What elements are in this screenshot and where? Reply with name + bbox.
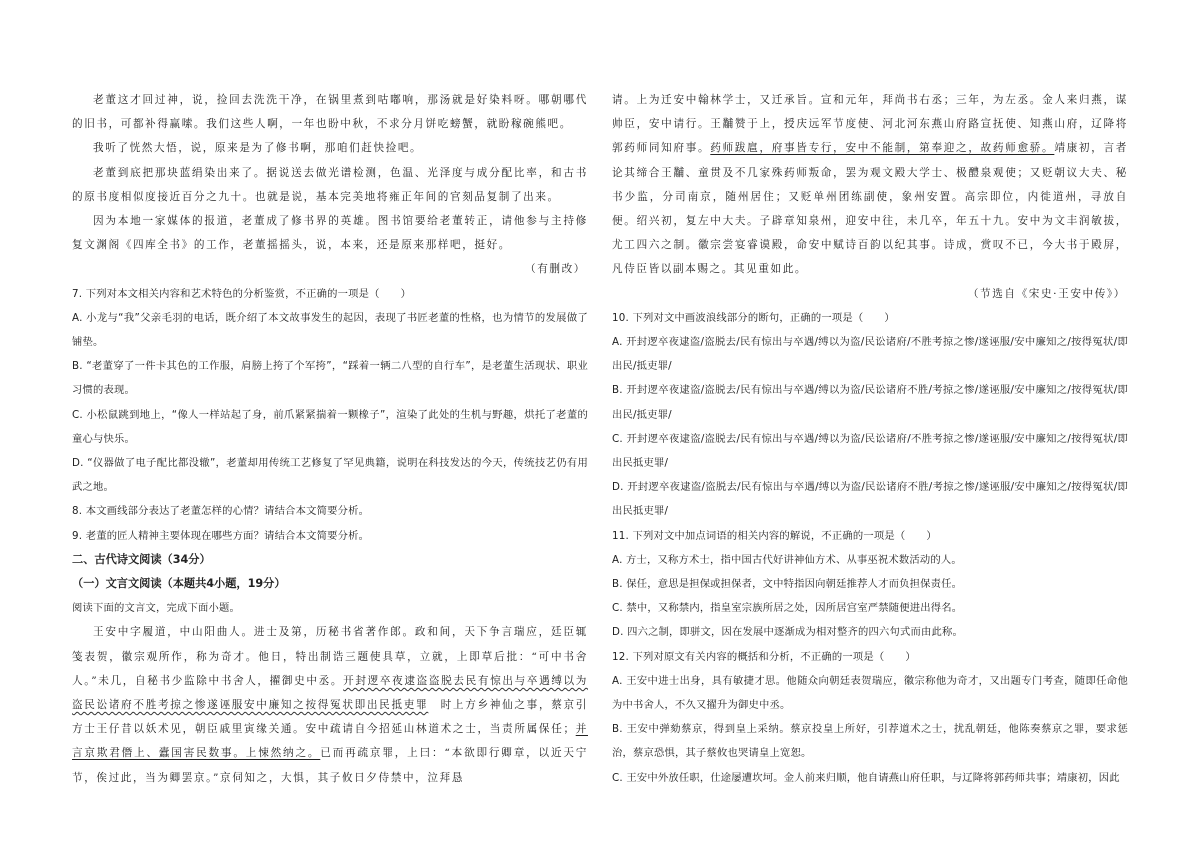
question-7: 7. 下列对本文相关内容和艺术特色的分析鉴赏，不正确的一项是（ ） <box>72 287 412 300</box>
question-7-option-a: A. 小龙与“我”父亲毛羽的电话，既介绍了本文故事发生的起因，表现了书匠老董的性格，也为情节的发展做了铺垫。 <box>72 311 588 349</box>
question-10-option-d: D. 开封逻卒夜逮盗/盗脱去/民有惊出与卒遇/缚以为盗/民讼诸府不胜/考掠之惨/遂诬服/安中廉知之/按得冤状/即出民抵吏罪/ <box>612 481 1128 518</box>
question-9: 9. 老董的匠人精神主要体现在哪些方面？请结合本文简要分析。 <box>72 529 370 542</box>
question-12: 12. 下列对原文有关内容的概括和分析，不正确的一项是（ ） <box>612 650 916 663</box>
classical-text-right <box>612 88 1128 282</box>
wavy-underlined-sentence: 开封逻卒夜逮盗盗脱去民有惊出与卒遇缚以为盗民讼诸府不胜考掠之惨遂诬服安中廉知之按得冤状即出民抵吏罪 <box>72 674 588 712</box>
right-column <box>612 88 1128 790</box>
classical-text-part-1: 王安中字履道，中山阳曲人。进士及第，历秘书省著作郎。政和间，天下争言瑞应，廷臣辄笺表贺，徽宗观所作，称为奇才。他日，特出制诰三题使具草，立就，上即草后批：“可中书舍人。”未几，自秘书少监除中书舍人，擢御史中丞。 <box>72 626 588 687</box>
question-8: 8. 本文画线部分表达了老董怎样的心情？请结合本文简要分析。 <box>72 505 370 518</box>
left-column <box>72 88 588 790</box>
classical-text-part-4: 请。上为迁安中翰林学士，又迁承旨。宣和元年，拜尚书右丞；三年，为左丞。金人来归燕，谋帅臣，安中请行。王黼赞于上，授庆远军节度使、河北河东燕山府路宣抚使、知燕山府，辽降将郭药师同知府事。 <box>612 94 1128 155</box>
question-10-option-a: A. 开封逻卒夜逮盗/盗脱去/民有惊出与卒遇/缚以为盗/民讼诸府/不胜考掠之惨/遂诬服/安中廉知之/按得冤状/即出民/抵吏罪/ <box>612 336 1128 373</box>
question-12-option-a: A. 王安中进士出身，具有敏捷才思。他随众向朝廷表贺瑞应，徽宗称他为奇才，又出题专门考查，随即任命他为中书舍人，不久又擢升为御史中丞。 <box>612 674 1128 712</box>
classical-source: （节选自《宋史·王安中传》） <box>967 287 1126 300</box>
classical-text-part-2: 时上方乡神仙之事，蔡京引方士王仔昔以妖术见，朝臣戚里寅缘关通。安中疏请自今招延山林道术之士，当责所属保任； <box>72 699 588 736</box>
classical-text-part-5: 靖康初，言者论其缔合王黼、童贯及不几家殊药师叛命，罢为观文殿大学士、极醴泉观使；又贬朝议大夫、秘书少监，分司南京，随州居住；又贬单州团练副使，象州安置。高宗即位，内徙道州，寻放自便。绍兴初，复左中大夫。子辟章知泉州，迎安中往，未几卒，年五十九。安中为文丰润敏拔，尤工四六之制。徽宗尝宴睿谟殿，命安中赋诗百韵以纪其事。诗成，赏叹不已，今大书于殿屏，凡侍臣皆以副本赐之。其见重如此。 <box>612 142 1128 276</box>
question-11-option-c: C. 禁中，又称禁内，指皇室宗族所居之处，因所居宫室严禁随便进出得名。 <box>612 602 963 615</box>
question-7-option-c: C. 小松鼠跳到地上，“像人一样站起了身，前爪紧紧揣着一颗橡子”，渲染了此处的生机与野趣，烘托了老董的童心与快乐。 <box>72 408 588 445</box>
underlined-sentence-2: 药师跋扈，府事皆专行，安中不能制，第奉迎之，故药师愈骄。 <box>710 142 1055 155</box>
question-12-option-b: B. 王安中弹劾蔡京，得到皇上采纳。蔡京投皇上所好，引荐道术之士，扰乱朝廷，他陈奏蔡京之罪，要求惩治，蔡京恐惧，其子蔡攸也哭请皇上宽恕。 <box>612 723 1128 760</box>
subsection-title: （一）文言文阅读（本题共4小题，19分） <box>72 577 286 591</box>
story-paragraph-2: 我听了恍然大悟，说，原来是为了修书啊，那咱们赶快捡吧。 <box>93 142 423 155</box>
question-11-option-d: D. 四六之制，即骈文，因在发展中逐渐成为相对整齐的四六句式而由此称。 <box>612 626 963 639</box>
classical-text-left <box>72 620 588 789</box>
question-10: 10. 下列对文中画波浪线部分的断句，正确的一项是（ ） <box>612 311 895 324</box>
question-10-option-c: C. 开封逻卒夜逮盗/盗脱去/民有惊出与卒遇/缚以为盗/民讼诸府/不胜考掠之惨/遂诬服/安中廉知之/按得冤状/即出民抵吏罪/ <box>612 432 1128 470</box>
story-source: （有删改） <box>525 263 586 276</box>
underlined-sentence: 并言京欺君僭上、蠹国害民数事。上悚然纳之。 <box>72 723 588 760</box>
question-11-option-b: B. 保任，意思是担保或担保者，文中特指因向朝廷推荐人才而负担保责任。 <box>612 578 963 591</box>
question-11-option-a: A. 方士，又称方术士，指中国古代好讲神仙方术、从事巫祝术数活动的人。 <box>612 553 962 566</box>
question-10-option-b: B. 开封逻卒夜逮盗/盗脱去/民有惊出与卒遇/缚以为盗/民讼诸府不胜/考掠之惨/遂诬服/安中廉知之/按得冤状/即出民/抵吏罪/ <box>612 384 1128 421</box>
section-title: 二、古代诗文阅读（34分） <box>72 552 211 566</box>
story-paragraph-1: 老董这才回过神，说，捡回去洗洗干净，在锅里煮到咕嘟响，那汤就是好染料呀。哪朝哪代的旧书，可都补得赢嗦。我们这些人啊，一年也盼中秋，不求分月饼吃螃蟹，就盼稼碗熊吧。 <box>72 94 588 131</box>
story-paragraph-3: 老董到底把那块蓝绢染出来了。据说送去做光谱检测，色温、光泽度与成分配比率，和古书的原书度相似度接近百分之九十。也就是说，基本完美地将雍正年间的官刻品复制了出来。 <box>72 166 588 203</box>
question-7-option-d: D. “仪器做了电子配比都没辙”，老董却用传统工艺修复了罕见典籍，说明在科技发达的今天，传统技艺仍有用武之地。 <box>72 457 588 494</box>
reading-instruction: 阅读下面的文言文，完成下面小题。 <box>72 602 240 615</box>
question-11: 11. 下列对文中加点词语的相关内容的解说，不正确的一项是（ ） <box>612 529 937 542</box>
classical-text-part-3: 已而再疏京罪，上曰：“本欲即行卿章，以近天宁节，俟过此，当为卿罢京。”京伺知之，大惧，其子攸日夕侍禁中，泣拜恳 <box>72 747 588 784</box>
question-12-option-c: C. 王安中外放任职，仕途屡遭坎坷。金人前来归顺，他自请燕山府任职，与辽降将郭药师共事；靖康初，因此 <box>612 771 1120 784</box>
story-paragraph-4: 因为本地一家媒体的报道，老董成了修书界的英雄。图书馆要给老董转正，请他参与主持修复文渊阁《四库全书》的工作，老董摇摇头，说，本来，还是原来那样吧，挺好。 <box>72 215 588 252</box>
question-7-option-b: B. “老董穿了一件卡其色的工作服，肩膀上挎了个军挎”，“踩着一辆二八型的自行车”，是老董生活现状、职业习惯的表现。 <box>72 360 588 397</box>
